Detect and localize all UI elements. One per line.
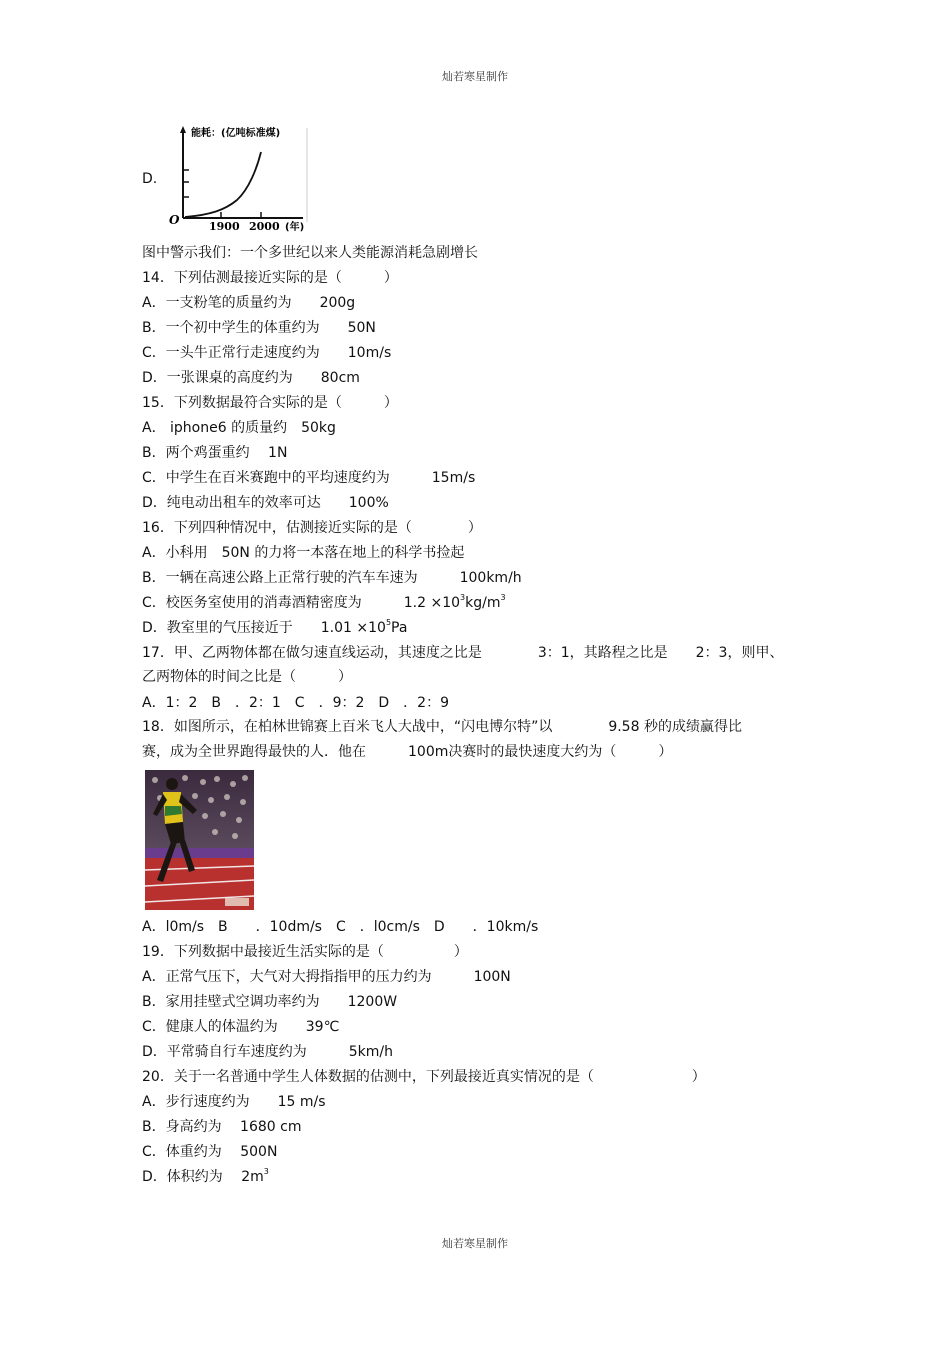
question-16: 16．下列四种情况中，估测接近实际的是（ ） <box>142 520 482 536</box>
graph-ylabel: 能耗：(亿吨标准煤) <box>191 128 281 139</box>
question-18-cont: 赛，成为全世界跑得最快的人．他在 100m决赛时的最快速度大约为（ ） <box>142 744 673 760</box>
energy-consumption-graph <box>165 122 315 234</box>
question-14: 14．下列估测最接近实际的是（ ） <box>142 270 398 286</box>
page-footer: 灿若寒星制作 <box>442 1237 508 1250</box>
question-20: 20．关于一名普通中学生人体数据的估测中，下列最接近真实情况的是（ ） <box>142 1069 706 1085</box>
q15-option-c: C．中学生在百米赛跑中的平均速度约为 15m/s <box>142 470 476 486</box>
graph-xtick-2000: 2000 <box>249 220 280 233</box>
q14-option-d: D．一张课桌的高度约为 80cm <box>142 370 360 386</box>
q20-option-d: D．体积约为 $2m^3$ <box>142 1167 269 1185</box>
q16-option-a: A．小科用 50N 的力将一本落在地上的科学书捡起 <box>142 545 465 561</box>
q20-option-b: B．身高约为 1680 cm <box>142 1119 302 1135</box>
energy-curve <box>185 152 261 217</box>
question-15: 15．下列数据最符合实际的是（ ） <box>142 395 398 411</box>
q16-option-d: D．教室里的气压接近于 $1.01 \times 10^5Pa$ <box>142 618 408 636</box>
q15-option-b: B．两个鸡蛋重约 1N <box>142 445 288 461</box>
q17-options: A．1：2 B ．2：1 C ．9：2 D ．2：9 <box>142 695 449 711</box>
text-line: 图中警示我们：一个多世纪以来人类能源消耗急剧增长 <box>142 245 478 261</box>
question-18: 18．如图所示，在柏林世锦赛上百米飞人大战中，“闪电博尔特”以 9.58 秒的成绩赢得比 <box>142 719 742 735</box>
question-17-cont: 乙两物体的时间之比是（ ） <box>142 669 352 685</box>
q19-option-d: D．平常骑自行车速度约为 5km/h <box>142 1044 394 1060</box>
question-19: 19．下列数据中最接近生活实际的是（ ） <box>142 944 468 960</box>
q15-option-d: D．纯电动出租车的效率可达 100% <box>142 495 389 511</box>
graph-xunit: (年) <box>285 222 305 233</box>
option-d-label: D. <box>142 171 158 187</box>
q20-option-a: A．步行速度约为 15 m/s <box>142 1094 326 1110</box>
sprinter-photo <box>145 770 254 910</box>
graph-xtick-1900: 1900 <box>209 220 240 233</box>
q16-option-b: B．一辆在高速公路上正常行驶的汽车车速为 100km/h <box>142 570 522 586</box>
q14-option-c: C．一头牛正常行走速度约为 10m/s <box>142 345 392 361</box>
q18-options: A．l0m/s B ．10dm/s C ．l0cm/s D ．10km/s <box>142 919 539 935</box>
q20-option-c: C．体重约为 500N <box>142 1144 278 1160</box>
q14-option-a: A．一支粉笔的质量约为 200g <box>142 295 356 311</box>
question-17: 17．甲、乙两物体都在做匀速直线运动，其速度之比是 3：1，其路程之比是 2：3，则甲、 <box>142 645 784 661</box>
page-header: 灿若寒星制作 <box>442 70 508 83</box>
q19-option-b: B．家用挂壁式空调功率约为 1200W <box>142 994 398 1010</box>
q14-option-b: B．一个初中学生的体重约为 50N <box>142 320 376 336</box>
q19-option-a: A．正常气压下，大气对大拇指指甲的压力约为 100N <box>142 969 511 985</box>
q15-option-a: A． iphone6 的质量约 50kg <box>142 420 336 436</box>
q19-option-c: C．健康人的体温约为 39℃ <box>142 1019 340 1035</box>
graph-origin: O <box>169 213 180 227</box>
q16-option-c: C．校医务室使用的消毒酒精密度为 $1.2 \times 10^3kg/m^3$ <box>142 593 506 611</box>
